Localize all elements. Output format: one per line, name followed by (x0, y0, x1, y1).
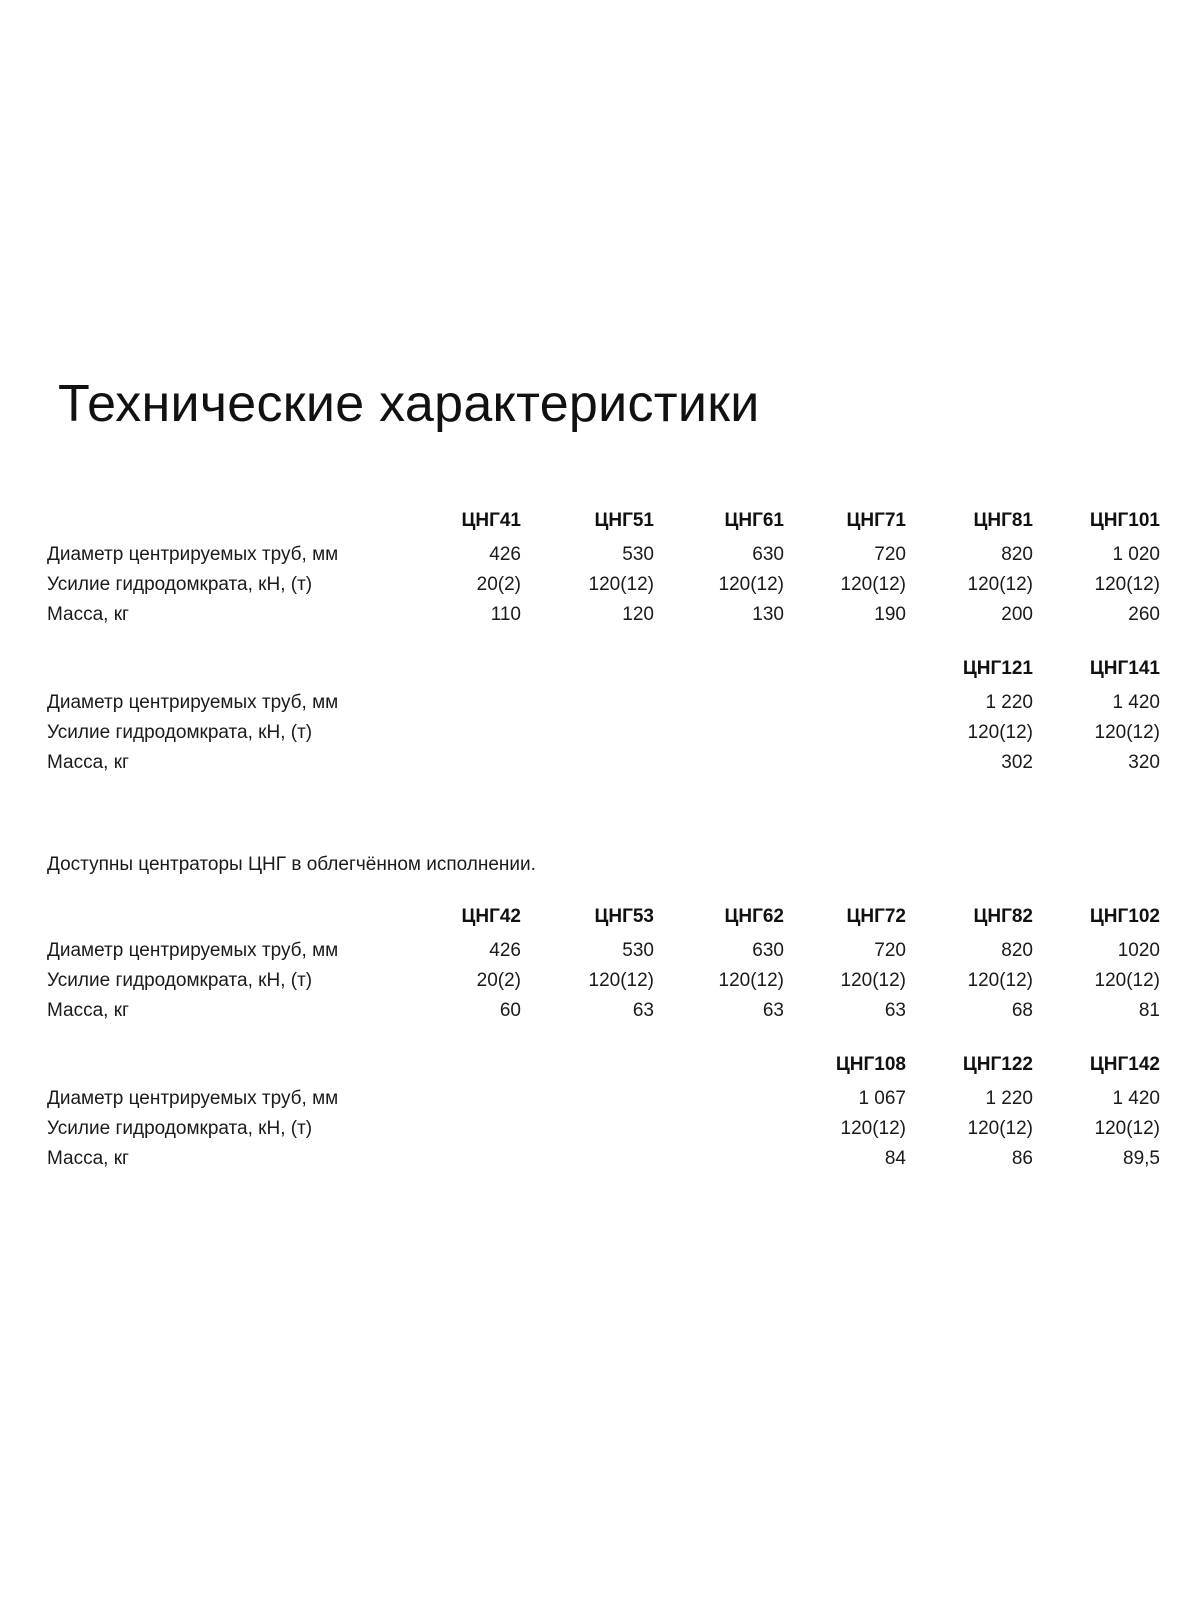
row-label: Усилие гидродомкрата, кН, (т) (47, 1118, 313, 1139)
cell-value: 120(12) (1094, 970, 1160, 991)
cell-value (401, 688, 521, 718)
cell-value: 20(2) (476, 574, 521, 595)
model-name: ЦНГ51 (594, 510, 654, 531)
cell-value: 1 420 (1112, 692, 1160, 713)
cell-value: 81 (1138, 1000, 1160, 1021)
lightweight-note: Доступны центраторы ЦНГ в облегчённом исполнении. (47, 854, 536, 875)
cell-value (654, 1114, 784, 1144)
row-label: Масса, кг (47, 752, 129, 773)
row-label: Усилие гидродомкрата, кН, (т) (47, 574, 313, 595)
cell-value: 1 420 (1112, 1088, 1160, 1109)
cell-value: 120(12) (1094, 722, 1160, 743)
model-name (654, 650, 784, 688)
cell-value: 720 (874, 940, 906, 961)
cell-value: 120(12) (840, 574, 906, 595)
spec-table-lightweight-2 (47, 1046, 1160, 1174)
row-label: Усилие гидродомкрата, кН, (т) (47, 970, 313, 991)
cell-value: 426 (489, 940, 521, 961)
cell-value: 302 (1001, 752, 1033, 773)
cell-value (654, 718, 784, 748)
model-name (401, 650, 521, 688)
model-name: ЦНГ82 (973, 906, 1033, 927)
table-row (47, 1084, 1160, 1114)
table-row (47, 748, 1160, 778)
cell-value: 120(12) (967, 970, 1033, 991)
table-row (47, 966, 1160, 996)
model-name: ЦНГ61 (724, 510, 784, 531)
cell-value: 120(12) (1094, 574, 1160, 595)
cell-value: 630 (752, 940, 784, 961)
model-name (521, 1046, 654, 1084)
cell-value: 630 (752, 544, 784, 565)
cell-value: 20(2) (476, 970, 521, 991)
cell-value (521, 748, 654, 778)
cell-value: 530 (622, 940, 654, 961)
table-row (47, 688, 1160, 718)
model-name: ЦНГ122 (962, 1054, 1033, 1075)
model-name: ЦНГ121 (962, 658, 1033, 679)
row-label: Масса, кг (47, 1000, 129, 1021)
cell-value (521, 1144, 654, 1174)
table-row (47, 600, 1160, 630)
cell-value: 120(12) (840, 1118, 906, 1139)
table-row (47, 718, 1160, 748)
header-spacer (47, 898, 401, 936)
table-row (47, 996, 1160, 1026)
row-label: Усилие гидродомкрата, кН, (т) (47, 722, 313, 743)
cell-value: 320 (1128, 752, 1160, 773)
row-label: Диаметр центрируемых труб, мм (47, 544, 339, 565)
cell-value: 120 (622, 604, 654, 625)
cell-value: 120(12) (718, 574, 784, 595)
cell-value (401, 1084, 521, 1114)
model-name: ЦНГ62 (724, 906, 784, 927)
cell-value: 120(12) (718, 970, 784, 991)
cell-value (401, 1114, 521, 1144)
row-label: Диаметр центрируемых труб, мм (47, 940, 339, 961)
cell-value: 84 (884, 1148, 906, 1169)
cell-value: 820 (1001, 940, 1033, 961)
row-label: Диаметр центрируемых труб, мм (47, 692, 339, 713)
cell-value: 110 (490, 604, 521, 625)
model-name (521, 650, 654, 688)
cell-value (654, 748, 784, 778)
header-spacer (47, 502, 401, 540)
model-header-row (47, 650, 1160, 688)
cell-value: 1 220 (985, 1088, 1033, 1109)
cell-value (521, 1084, 654, 1114)
model-name (654, 1046, 784, 1084)
row-label: Масса, кг (47, 1148, 129, 1169)
cell-value (401, 748, 521, 778)
cell-value: 120(12) (967, 1118, 1033, 1139)
spec-table-lightweight-1 (47, 898, 1160, 1026)
row-label: Диаметр центрируемых труб, мм (47, 1088, 339, 1109)
model-name: ЦНГ71 (846, 510, 906, 531)
model-name: ЦНГ53 (594, 906, 654, 927)
model-header-row (47, 898, 1160, 936)
cell-value: 60 (499, 1000, 521, 1021)
cell-value (521, 688, 654, 718)
spec-table-standard-2 (47, 650, 1160, 778)
model-name: ЦНГ141 (1089, 658, 1160, 679)
cell-value: 120(12) (1094, 1118, 1160, 1139)
cell-value (654, 1084, 784, 1114)
cell-value: 820 (1001, 544, 1033, 565)
cell-value: 720 (874, 544, 906, 565)
cell-value: 63 (884, 1000, 906, 1021)
cell-value: 1 067 (858, 1088, 906, 1109)
model-header-row (47, 502, 1160, 540)
cell-value: 120(12) (967, 722, 1033, 743)
model-header-row (47, 1046, 1160, 1084)
cell-value (784, 748, 906, 778)
cell-value: 63 (762, 1000, 784, 1021)
cell-value (654, 1144, 784, 1174)
cell-value: 120(12) (588, 574, 654, 595)
model-name: ЦНГ81 (973, 510, 1033, 531)
cell-value: 200 (1001, 604, 1033, 625)
table-row (47, 570, 1160, 600)
cell-value (784, 688, 906, 718)
cell-value: 120(12) (967, 574, 1033, 595)
header-spacer (47, 650, 401, 688)
model-name (401, 1046, 521, 1084)
cell-value (521, 1114, 654, 1144)
cell-value: 120(12) (840, 970, 906, 991)
table-row (47, 1144, 1160, 1174)
cell-value: 426 (489, 544, 521, 565)
cell-value: 68 (1011, 1000, 1033, 1021)
cell-value: 1020 (1117, 940, 1160, 961)
row-label: Масса, кг (47, 604, 129, 625)
model-name: ЦНГ101 (1089, 510, 1160, 531)
model-name (784, 650, 906, 688)
cell-value: 120(12) (588, 970, 654, 991)
model-name: ЦНГ42 (461, 906, 521, 927)
cell-value: 130 (752, 604, 784, 625)
cell-value (521, 718, 654, 748)
page-title: Технические характеристики (58, 375, 760, 433)
table-row (47, 936, 1160, 966)
spec-table-standard-1 (47, 502, 1160, 630)
cell-value (654, 688, 784, 718)
cell-value: 86 (1011, 1148, 1033, 1169)
cell-value: 63 (632, 1000, 654, 1021)
cell-value (401, 718, 521, 748)
header-spacer (47, 1046, 401, 1084)
cell-value (401, 1144, 521, 1174)
cell-value: 1 220 (985, 692, 1033, 713)
cell-value: 530 (622, 544, 654, 565)
model-name: ЦНГ102 (1089, 906, 1160, 927)
cell-value: 190 (874, 604, 906, 625)
table-row (47, 1114, 1160, 1144)
cell-value: 1 020 (1112, 544, 1160, 565)
table-row (47, 540, 1160, 570)
model-name: ЦНГ108 (835, 1054, 906, 1075)
cell-value: 260 (1128, 604, 1160, 625)
model-name: ЦНГ41 (461, 510, 521, 531)
cell-value: 89,5 (1123, 1148, 1160, 1169)
model-name: ЦНГ72 (846, 906, 906, 927)
cell-value (784, 718, 906, 748)
model-name: ЦНГ142 (1089, 1054, 1160, 1075)
